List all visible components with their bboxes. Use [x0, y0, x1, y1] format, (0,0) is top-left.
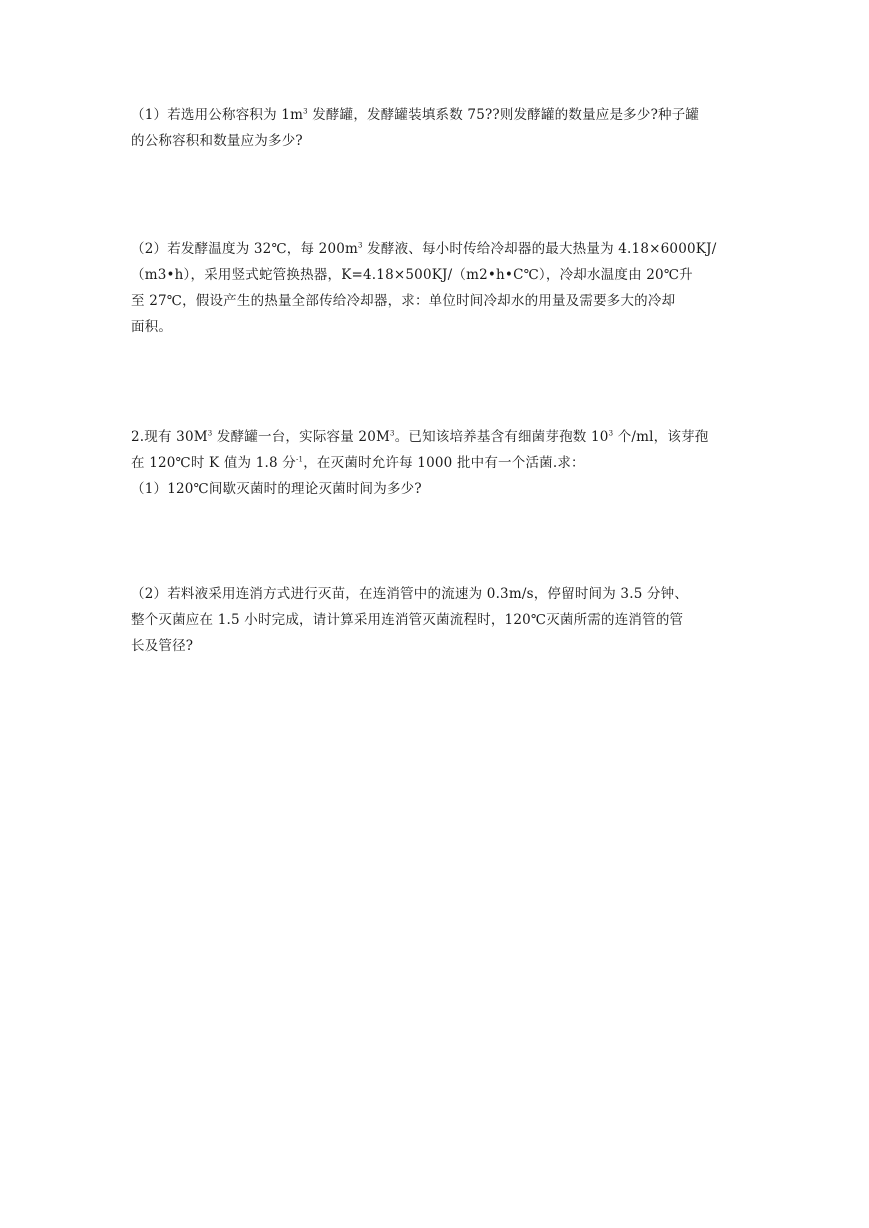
text-span: 发酵罐，发酵罐装填系数 75??则发酵罐的数量应是多少?种子罐 — [307, 107, 700, 123]
text-line: 整个灭菌应在 1.5 小时完成，请计算采用连消管灭菌流程时，120℃灭菌所需的连消管的管 — [131, 612, 684, 628]
superscript: 3 — [303, 107, 308, 116]
text-span: 发酵罐一台，实际容量 20M — [212, 429, 391, 445]
text-line: （2）若料液采用连消方式进行灭苗，在连消管中的流速为 0.3m/s，停留时间为 3.5 分钟、 — [131, 586, 689, 602]
text-span: （2）若发酵温度为 32℃，每 200m — [131, 241, 359, 257]
text-span: 2.现有 30M — [131, 429, 208, 445]
text-line — [131, 450, 743, 476]
text-span: 。已知该培养基含有细菌芽孢数 10 — [394, 429, 609, 445]
superscript: 3 — [358, 241, 363, 250]
question-2-intro — [131, 424, 743, 502]
text-line: （m3•h），采用竖式蛇管换热器，K=4.18×500KJ/（m2•h•C℃），冷却水温度由 20℃升 — [131, 267, 693, 283]
superscript: -1 — [295, 455, 304, 464]
text-line — [131, 236, 743, 262]
text-span: ，在灭菌时允许每 1000 批中有一个活菌.求： — [303, 455, 585, 471]
text-line — [131, 102, 743, 128]
text-line: 面积。 — [131, 319, 173, 335]
text-span: 个/ml，该芽孢 — [613, 429, 709, 445]
text-line: 至 27℃，假设产生的热量全部传给冷却器，求：单位时间冷却水的用量及需要多大的冷却 — [131, 293, 676, 309]
superscript: 3 — [390, 429, 395, 438]
question-1-part-1 — [131, 102, 743, 154]
superscript: 3 — [608, 429, 614, 438]
text-line: （1）120℃间歇灭菌时的理论灭菌时间为多少? — [131, 481, 422, 497]
question-1-part-2 — [131, 236, 743, 340]
text-span: 在 120℃时 K 值为 1.8 分 — [131, 455, 296, 471]
text-span: 发酵液、每小时传给冷却器的最大热量为 4.18×6000KJ/ — [362, 241, 717, 257]
text-line — [131, 424, 743, 450]
superscript: 3 — [207, 429, 213, 438]
text-span: （1）若选用公称容积为 1m — [131, 107, 304, 123]
question-2-part-2 — [131, 581, 743, 659]
text-line: 长及管径? — [131, 638, 194, 654]
text-line: 的公称容积和数量应为多少? — [131, 133, 303, 149]
